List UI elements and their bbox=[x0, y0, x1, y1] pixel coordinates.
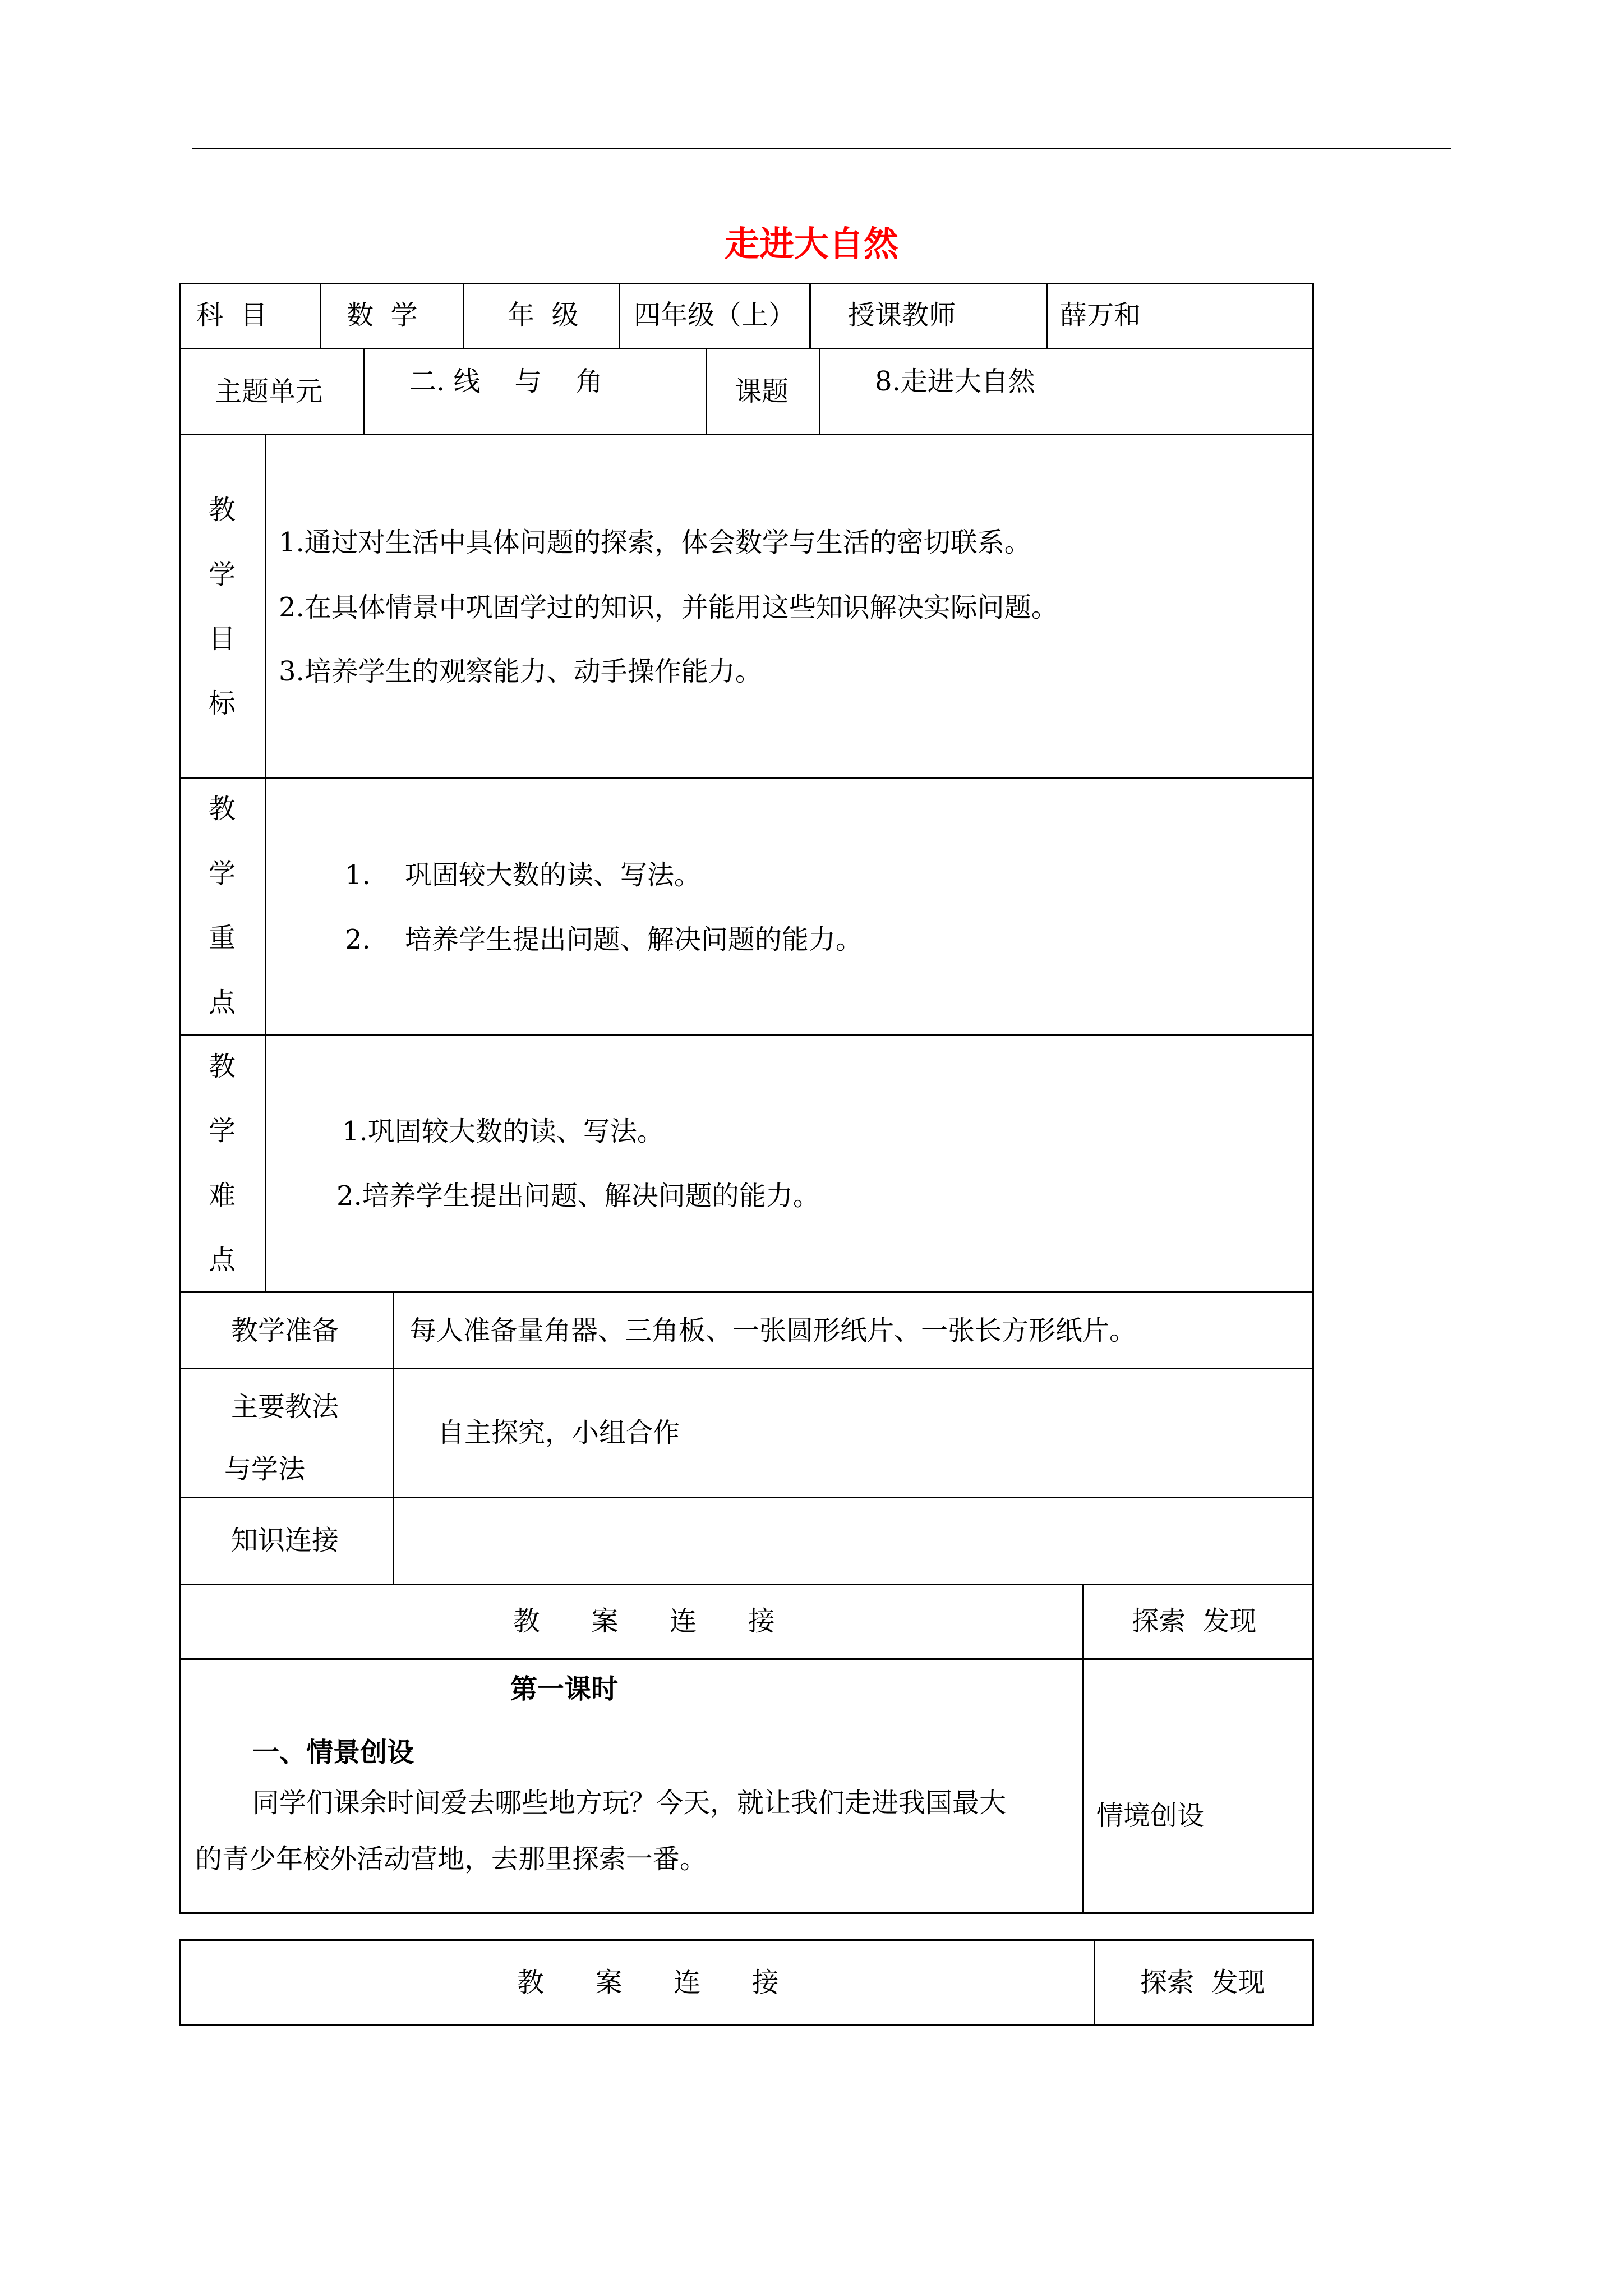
subject-label: 科 目 bbox=[196, 300, 268, 331]
unit-label: 主题单元 bbox=[215, 376, 323, 407]
knowledge-label: 知识连接 bbox=[231, 1525, 339, 1556]
plan-header-right: 探索 发现 bbox=[1132, 1605, 1257, 1637]
methods-value: 自主探究，小组合作 bbox=[437, 1417, 680, 1448]
difficulty-item: 2.培养学生提出问题、解决问题的能力。 bbox=[336, 1180, 820, 1212]
side-note: 情境创设 bbox=[1096, 1800, 1205, 1832]
subject-value: 数 学 bbox=[347, 300, 418, 331]
plan-header2-right: 探索 发现 bbox=[1140, 1967, 1265, 1998]
lesson-period: 第一课时 bbox=[510, 1673, 619, 1705]
lesson-label: 课题 bbox=[735, 376, 789, 407]
objective-item: 1.通过对生活中具体问题的探索，体会数学与生活的密切联系。 bbox=[279, 527, 1031, 558]
key-point-item: 2. 培养学生提出问题、解决问题的能力。 bbox=[345, 924, 863, 955]
unit-value: 二. 线 与 角 bbox=[409, 366, 603, 397]
section-heading: 一、情景创设 bbox=[252, 1737, 414, 1768]
methods-label-line2: 与学法 bbox=[224, 1453, 306, 1485]
lesson-paragraph-line1: 同学们课余时间爱去哪些地方玩？今天，就让我们走进我国最大 bbox=[252, 1787, 1007, 1819]
methods-label-line1: 主要教法 bbox=[231, 1391, 339, 1423]
key-point-item: 1. 巩固较大数的读、写法。 bbox=[345, 859, 701, 891]
header-rule bbox=[192, 148, 1451, 149]
teacher-value: 薛万和 bbox=[1060, 300, 1141, 331]
plan-header-left: 教 案 连 接 bbox=[513, 1605, 775, 1637]
grade-value: 四年级（上） bbox=[634, 300, 796, 331]
key-points-label: 教 学 重 点 bbox=[208, 793, 236, 1018]
page-title: 走进大自然 bbox=[724, 223, 898, 264]
objectives-label: 教 学 目 标 bbox=[208, 494, 236, 719]
preparation-label: 教学准备 bbox=[231, 1315, 339, 1346]
teacher-label: 授课教师 bbox=[848, 300, 956, 331]
preparation-value: 每人准备量角器、三角板、一张圆形纸片、一张长方形纸片。 bbox=[409, 1315, 1137, 1346]
grade-label: 年 级 bbox=[508, 300, 579, 331]
difficulty-item: 1.巩固较大数的读、写法。 bbox=[342, 1116, 664, 1147]
lesson-paragraph-line2: 的青少年校外活动营地，去那里探索一番。 bbox=[195, 1843, 707, 1875]
plan-header2-left: 教 案 连 接 bbox=[517, 1967, 779, 1998]
difficulties-label: 教 学 难 点 bbox=[208, 1051, 236, 1276]
lesson-value: 8.走进大自然 bbox=[875, 366, 1035, 397]
objective-item: 3.培养学生的观察能力、动手操作能力。 bbox=[279, 656, 762, 687]
objective-item: 2.在具体情景中巩固学过的知识，并能用这些知识解决实际问题。 bbox=[279, 592, 1058, 623]
